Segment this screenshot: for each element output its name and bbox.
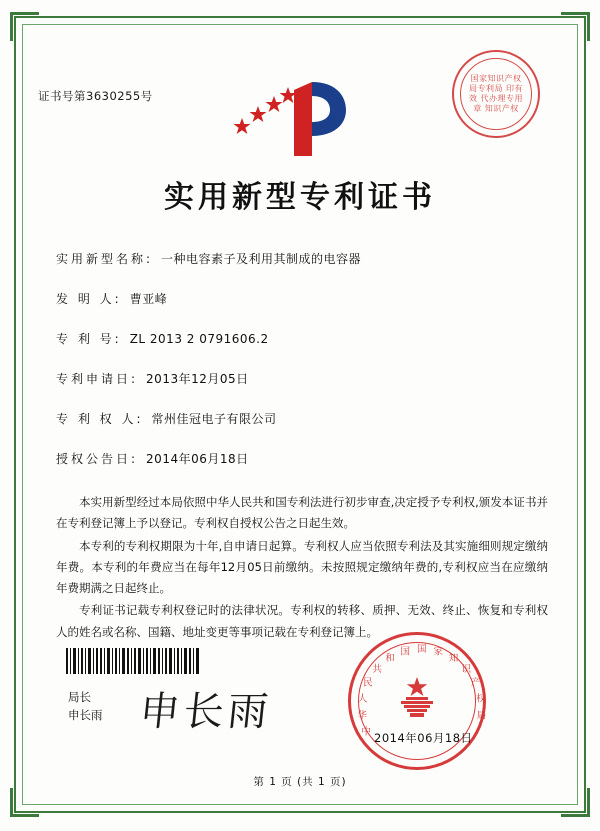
field-label: 专 利 权 人: (56, 412, 144, 426)
handwritten-signature: 申长雨 (137, 689, 275, 735)
page-title: 实用新型专利证书 (164, 180, 436, 215)
corner-ornament-bottom-right (561, 788, 590, 817)
field-label: 授权公告日: (56, 452, 139, 466)
field-value: 2013年12月05日 (146, 372, 249, 386)
national-seal-stamp (348, 632, 486, 770)
paragraph-grant: 本实用新型经过本局依照中华人民共和国专利法进行初步审查,决定授予专利权,颁发本证书并在专利登记簿上予以登记。专利权自授权公告之日起生效。 (56, 495, 548, 531)
field-label: 发 明 人: (56, 292, 122, 306)
corner-ornament-bottom-left (10, 788, 39, 817)
field-row-patentee (56, 410, 544, 427)
field-value: 2014年06月18日 (146, 452, 249, 466)
signature-role: 局长 (68, 690, 91, 704)
paragraph-term-and-fees: 本专利的专利权期限为十年,自申请日起算。专利权人应当依照专利法及其实施细则规定缴纳年费。本专利的年费应当在每年12月05日前缴纳。未按照规定缴纳年费的,专利权应当在应缴纳年费期满之日起终止。 (56, 538, 548, 596)
field-row-utility-model-name (56, 250, 544, 267)
corner-ornament-top-left (10, 12, 39, 41)
field-value: 常州佳冠电子有限公司 (151, 412, 277, 426)
agency-seal-stamp (452, 50, 540, 138)
signature-name: 申长雨 (68, 707, 103, 722)
national-seal-arc-text: 中 华 人 民 共 和 国 国 家 知 识 产 权 局 (357, 644, 487, 738)
field-row-application-date (56, 370, 544, 387)
certificate-number: 证书号第3630255号 (38, 89, 153, 103)
field-value: ZL 2013 2 0791606.2 (129, 332, 269, 346)
field-label: 专 利 号: (56, 332, 122, 346)
field-list (56, 250, 544, 490)
field-row-grant-date (56, 450, 544, 467)
patent-office-logo-icon (232, 72, 352, 162)
legal-text-block (56, 492, 548, 644)
page-footer: 第 1 页 (共 1 页) (253, 776, 347, 788)
field-row-inventor (56, 290, 544, 307)
seal-date: 2014年06月18日 (374, 731, 473, 745)
corner-ornament-top-right (561, 12, 590, 41)
field-label: 专利申请日: (56, 372, 139, 386)
field-row-patent-number (56, 330, 544, 347)
barcode (66, 648, 202, 674)
paragraph-register: 专利证书记载专利权登记时的法律状况。专利权的转移、质押、无效、终止、恢复和专利权人的姓名或名称、国籍、地址变更等事项记载在专利登记簿上。 (56, 603, 548, 639)
agency-seal-text: 国家知识产权局专利局 印有效 代办理专用章 知识产权 (468, 74, 524, 113)
signature-labels (68, 689, 103, 725)
field-value: 一种电容素子及利用其制成的电容器 (161, 252, 362, 266)
field-label: 实用新型名称: (56, 252, 154, 266)
field-value: 曹亚峰 (129, 292, 168, 306)
